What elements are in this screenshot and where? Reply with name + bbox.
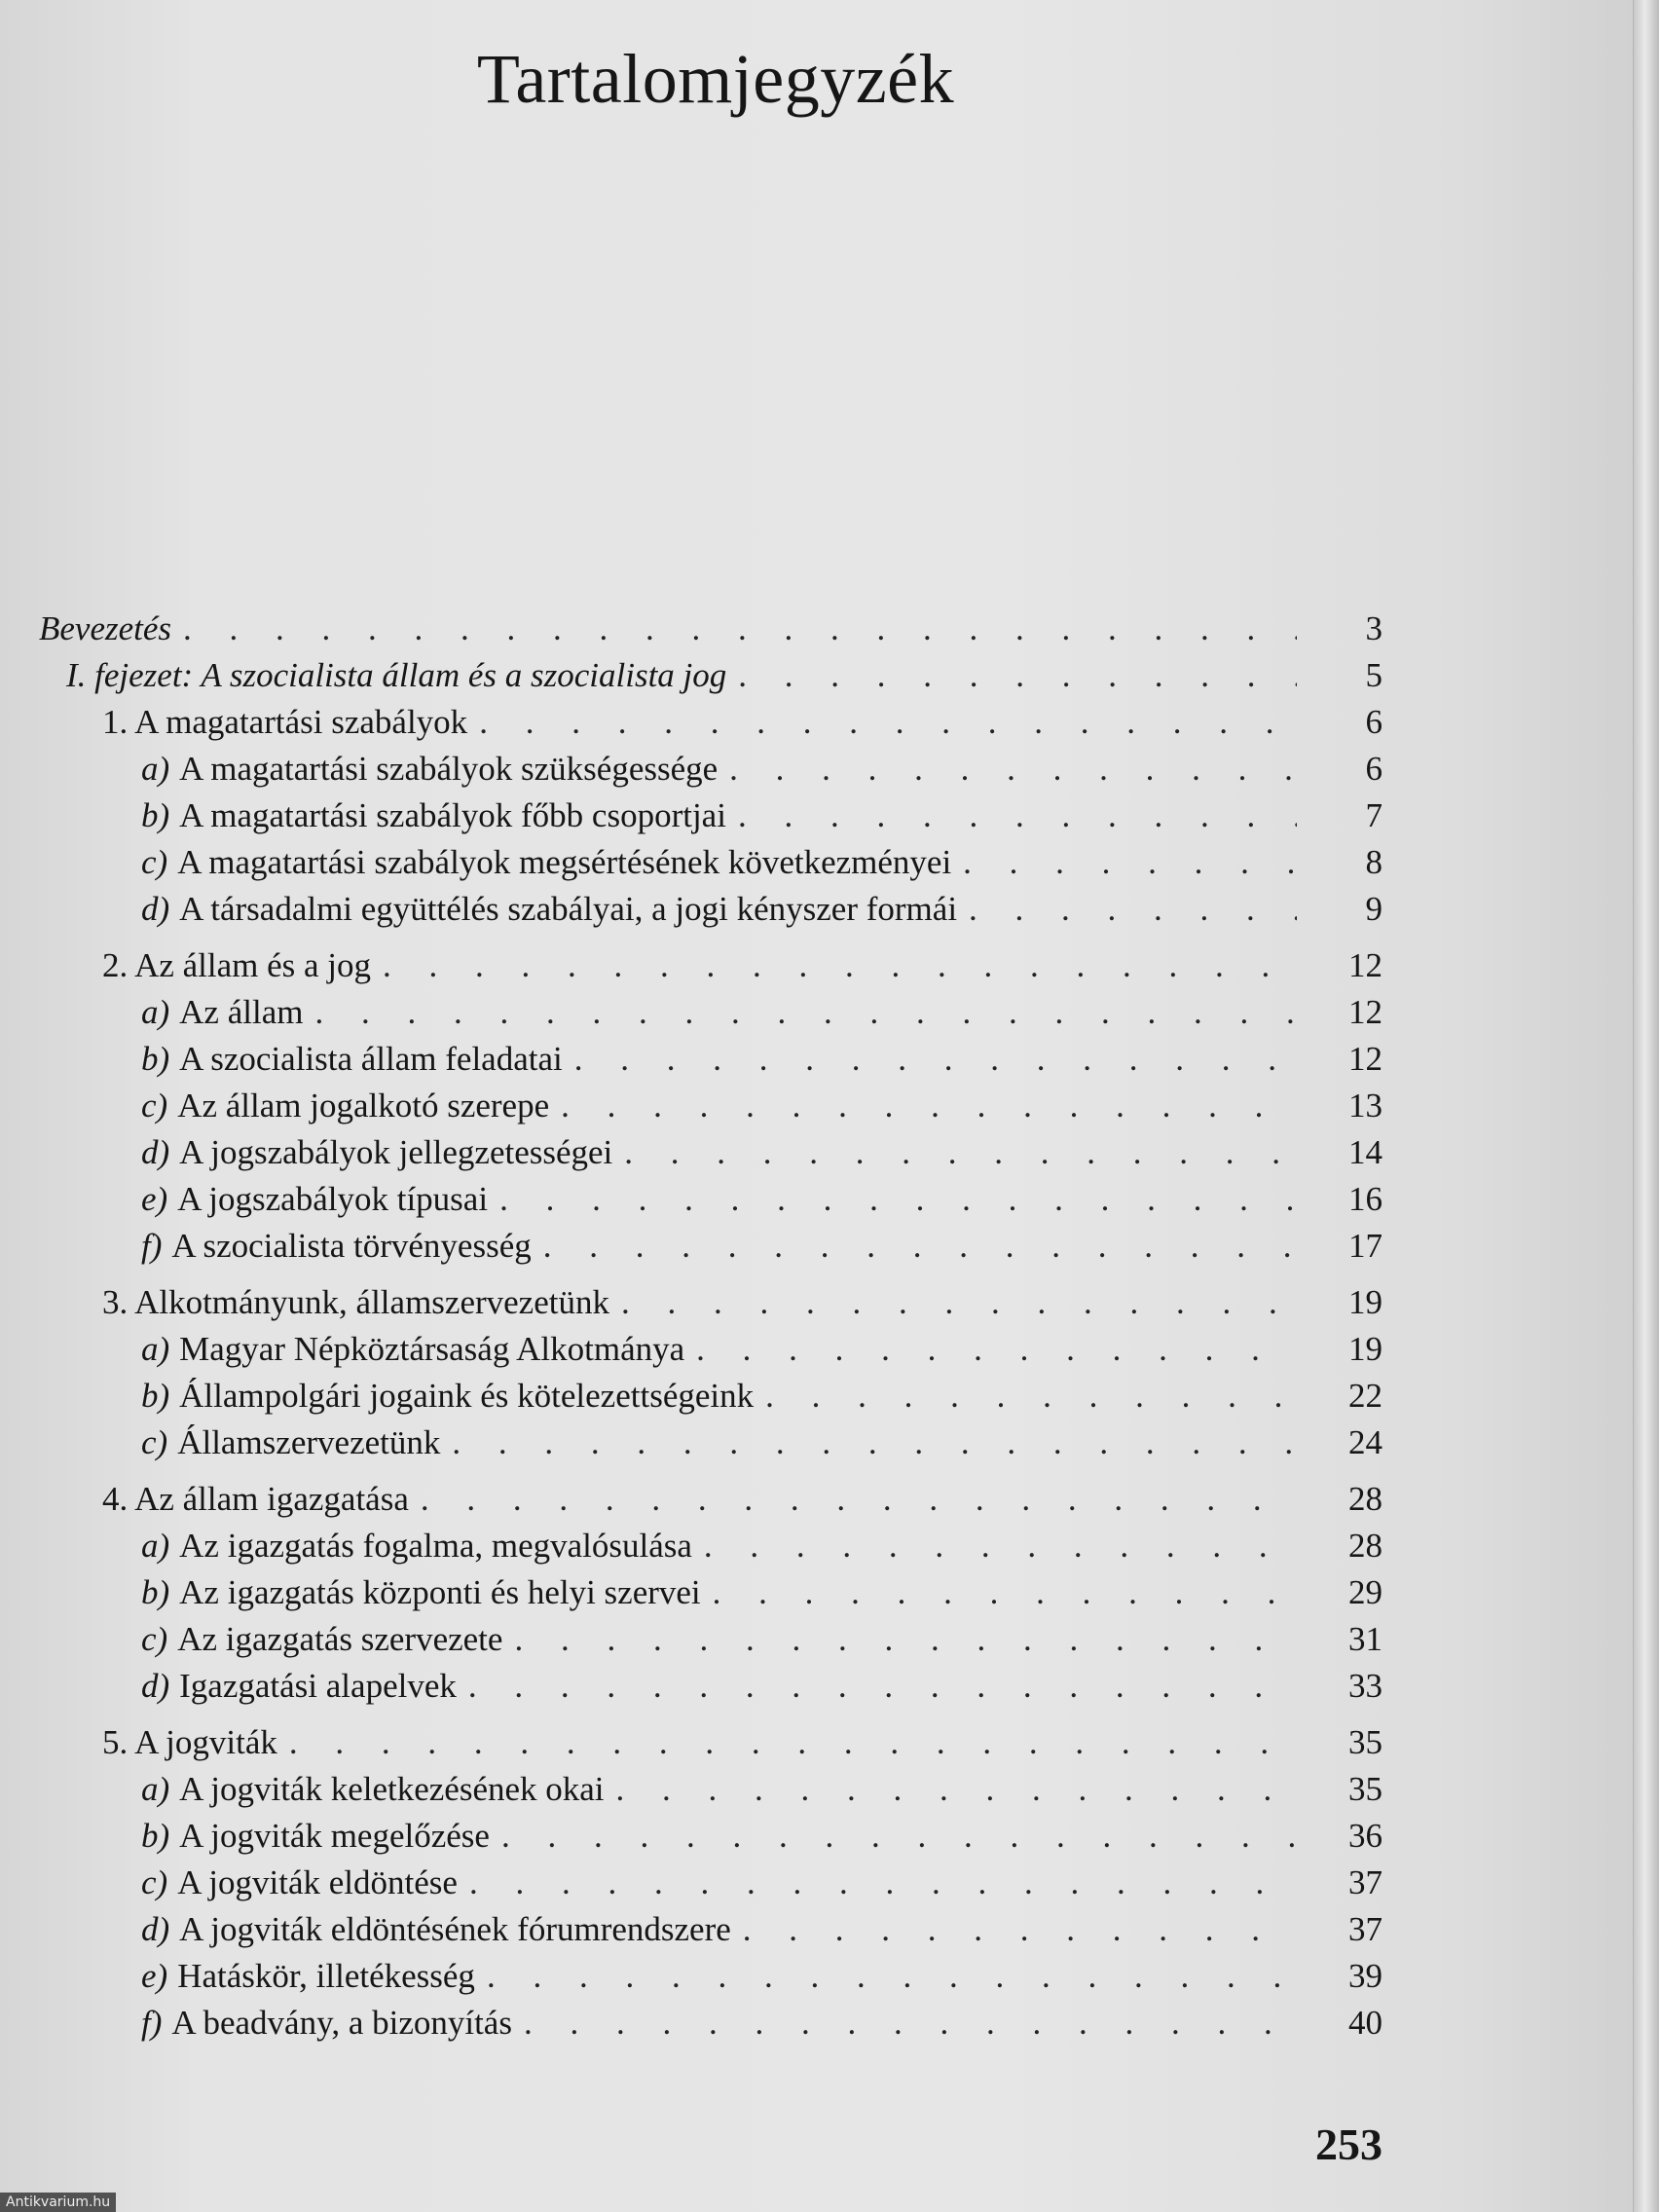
entry-letter: b) (141, 796, 170, 834)
entry-letter: b) (141, 1573, 170, 1611)
entry-title: A jogviták eldöntésének fórumrendszere (179, 1910, 731, 1948)
entry-page: 7 (1365, 796, 1382, 834)
dot-leader (561, 1083, 1297, 1129)
entry-page: 28 (1348, 1527, 1382, 1565)
entry-page: 40 (1348, 2004, 1382, 2042)
toc-entry (39, 746, 1382, 793)
dot-leader (765, 1373, 1297, 1419)
entry-page: 36 (1348, 1817, 1382, 1855)
toc-entry (39, 699, 1382, 746)
entry-page: 37 (1348, 1910, 1382, 1948)
entry-letter: a) (141, 1770, 170, 1808)
entry-letter: a) (141, 1527, 170, 1565)
toc-entry (39, 1373, 1382, 1419)
toc-entry (39, 1719, 1382, 1766)
toc-entry (39, 1953, 1382, 2000)
dot-leader (696, 1326, 1297, 1373)
toc-entry (39, 1569, 1382, 1616)
entry-page: 8 (1365, 843, 1382, 881)
toc-entry (39, 1663, 1382, 1710)
dot-leader (729, 746, 1297, 793)
dot-leader (969, 886, 1297, 933)
toc-entry (39, 652, 1382, 699)
entry-page: 35 (1348, 1723, 1382, 1761)
dot-leader (616, 1766, 1297, 1813)
entry-title: Államszervezetünk (177, 1423, 441, 1461)
toc-entry (39, 886, 1382, 933)
dot-leader (421, 1476, 1297, 1523)
entry-page: 3 (1365, 609, 1382, 647)
entry-letter: e) (141, 1180, 168, 1218)
entry-title: A beadvány, a bizonyítás (171, 2004, 512, 2042)
toc-entry (39, 1223, 1382, 1270)
entry-title: Hatáskör, illetékesség (177, 1957, 475, 1995)
dot-leader (738, 793, 1297, 839)
entry-letter: c) (141, 1863, 168, 1901)
toc-entry (39, 1326, 1382, 1373)
entry-title: 4. Az állam igazgatása (102, 1480, 409, 1518)
entry-title: Állampolgári jogaink és kötelezettségeink (179, 1377, 755, 1415)
toc-entry (39, 1813, 1382, 1860)
dot-leader (514, 1616, 1297, 1663)
toc-entry (39, 942, 1382, 989)
entry-title: 2. Az állam és a jog (102, 946, 372, 984)
toc-entry (39, 606, 1382, 652)
entry-page: 29 (1348, 1573, 1382, 1611)
toc-entry (39, 1906, 1382, 1953)
entry-title: A szocialista törvényesség (171, 1227, 532, 1265)
toc-entry (39, 1176, 1382, 1223)
entry-title: Az igazgatás szervezete (177, 1620, 503, 1658)
toc-entry (39, 1279, 1382, 1326)
entry-letter: c) (141, 1087, 168, 1124)
entry-page: 14 (1348, 1133, 1382, 1171)
entry-title: A jogviták eldöntése (177, 1863, 458, 1901)
entry-page: 5 (1365, 656, 1382, 694)
dot-leader (501, 1813, 1297, 1860)
table-of-contents (39, 606, 1382, 2046)
entry-letter: c) (141, 1620, 168, 1658)
page-number: 253 (1315, 2120, 1382, 2169)
dot-leader (383, 942, 1297, 989)
entry-page: 19 (1348, 1283, 1382, 1321)
entry-title: Bevezetés (39, 609, 172, 647)
dot-leader (469, 1860, 1297, 1906)
entry-page: 6 (1365, 750, 1382, 788)
entry-title: A jogviták megelőzése (179, 1817, 490, 1855)
entry-page: 16 (1348, 1180, 1382, 1218)
toc-entry (39, 1419, 1382, 1466)
watermark: Antikvarium.hu (0, 2193, 116, 2212)
toc-entry (39, 1476, 1382, 1523)
entry-letter: e) (141, 1957, 168, 1995)
entry-page: 28 (1348, 1480, 1382, 1518)
entry-letter: b) (141, 1377, 170, 1415)
entry-title: A társadalmi együttélés szabályai, a jogi kényszer formái (179, 890, 958, 928)
entry-title: 5. A jogviták (102, 1723, 277, 1761)
entry-page: 12 (1348, 1040, 1382, 1078)
entry-letter: d) (141, 1133, 170, 1171)
entry-letter: b) (141, 1040, 170, 1078)
toc-entry (39, 1860, 1382, 1906)
dot-leader (468, 1663, 1297, 1710)
dot-leader (289, 1719, 1297, 1766)
entry-page: 13 (1348, 1087, 1382, 1124)
dot-leader (624, 1129, 1297, 1176)
entry-letter: f) (141, 2004, 163, 2042)
dot-leader (574, 1036, 1297, 1083)
entry-title: Az igazgatás fogalma, megvalósulása (179, 1527, 692, 1565)
toc-entry (39, 1523, 1382, 1569)
entry-page: 35 (1348, 1770, 1382, 1808)
toc-entry (39, 1129, 1382, 1176)
entry-title: 1. A magatartási szabályok (102, 703, 468, 741)
entry-page: 33 (1348, 1667, 1382, 1705)
toc-entry (39, 1036, 1382, 1083)
dot-leader (704, 1523, 1297, 1569)
dot-leader (621, 1279, 1297, 1326)
entry-title: Igazgatási alapelvek (179, 1667, 457, 1705)
dot-leader (738, 652, 1297, 699)
entry-title: Az igazgatás központi és helyi szervei (179, 1573, 701, 1611)
dot-leader (314, 989, 1297, 1036)
entry-letter: d) (141, 1910, 170, 1948)
entry-title: Az állam jogalkotó szerepe (177, 1087, 550, 1124)
dot-leader (963, 839, 1297, 886)
entry-letter: d) (141, 1667, 170, 1705)
dot-leader (479, 699, 1297, 746)
toc-entry (39, 793, 1382, 839)
entry-page: 19 (1348, 1330, 1382, 1368)
entry-letter: a) (141, 750, 170, 788)
entry-title: A szocialista állam feladatai (179, 1040, 563, 1078)
entry-letter: c) (141, 843, 168, 881)
entry-page: 12 (1348, 993, 1382, 1031)
entry-title: A magatartási szabályok főbb csoportjai (179, 796, 726, 834)
entry-page: 37 (1348, 1863, 1382, 1901)
entry-title: A magatartási szabályok szükségessége (179, 750, 719, 788)
dot-leader (499, 1176, 1297, 1223)
toc-entry (39, 1616, 1382, 1663)
entry-letter: d) (141, 890, 170, 928)
page-edge (1633, 0, 1659, 2212)
entry-title: Magyar Népköztársaság Alkotmánya (179, 1330, 685, 1368)
dot-leader (487, 1953, 1297, 2000)
entry-page: 12 (1348, 946, 1382, 984)
dot-leader (543, 1223, 1297, 1270)
entry-title: 3. Alkotmányunk, államszervezetünk (102, 1283, 609, 1321)
entry-letter: b) (141, 1817, 170, 1855)
entry-page: 17 (1348, 1227, 1382, 1265)
toc-entry (39, 1766, 1382, 1813)
entry-title: A jogviták keletkezésének okai (179, 1770, 605, 1808)
toc-entry (39, 989, 1382, 1036)
dot-leader (524, 2000, 1297, 2046)
entry-page: 9 (1365, 890, 1382, 928)
dot-leader (743, 1906, 1297, 1953)
entry-page: 31 (1348, 1620, 1382, 1658)
entry-page: 6 (1365, 703, 1382, 741)
entry-page: 22 (1348, 1377, 1382, 1415)
toc-entry (39, 1083, 1382, 1129)
entry-page: 24 (1348, 1423, 1382, 1461)
entry-letter: a) (141, 1330, 170, 1368)
entry-page: 39 (1348, 1957, 1382, 1995)
entry-letter: f) (141, 1227, 163, 1265)
entry-title: A jogszabályok jellegzetességei (179, 1133, 613, 1171)
dot-leader (452, 1419, 1297, 1466)
entry-title: A jogszabályok típusai (177, 1180, 489, 1218)
dot-leader (713, 1569, 1297, 1616)
entry-letter: c) (141, 1423, 168, 1461)
entry-title: A magatartási szabályok megsértésének következményei (177, 843, 952, 881)
entry-title: Az állam (179, 993, 304, 1031)
toc-entry (39, 839, 1382, 886)
page-title: Tartalomjegyzék (476, 40, 955, 118)
dot-leader (183, 606, 1297, 652)
entry-title: I. fejezet: A szocialista állam és a szocialista jog (66, 656, 727, 694)
entry-letter: a) (141, 993, 170, 1031)
toc-entry (39, 2000, 1382, 2046)
